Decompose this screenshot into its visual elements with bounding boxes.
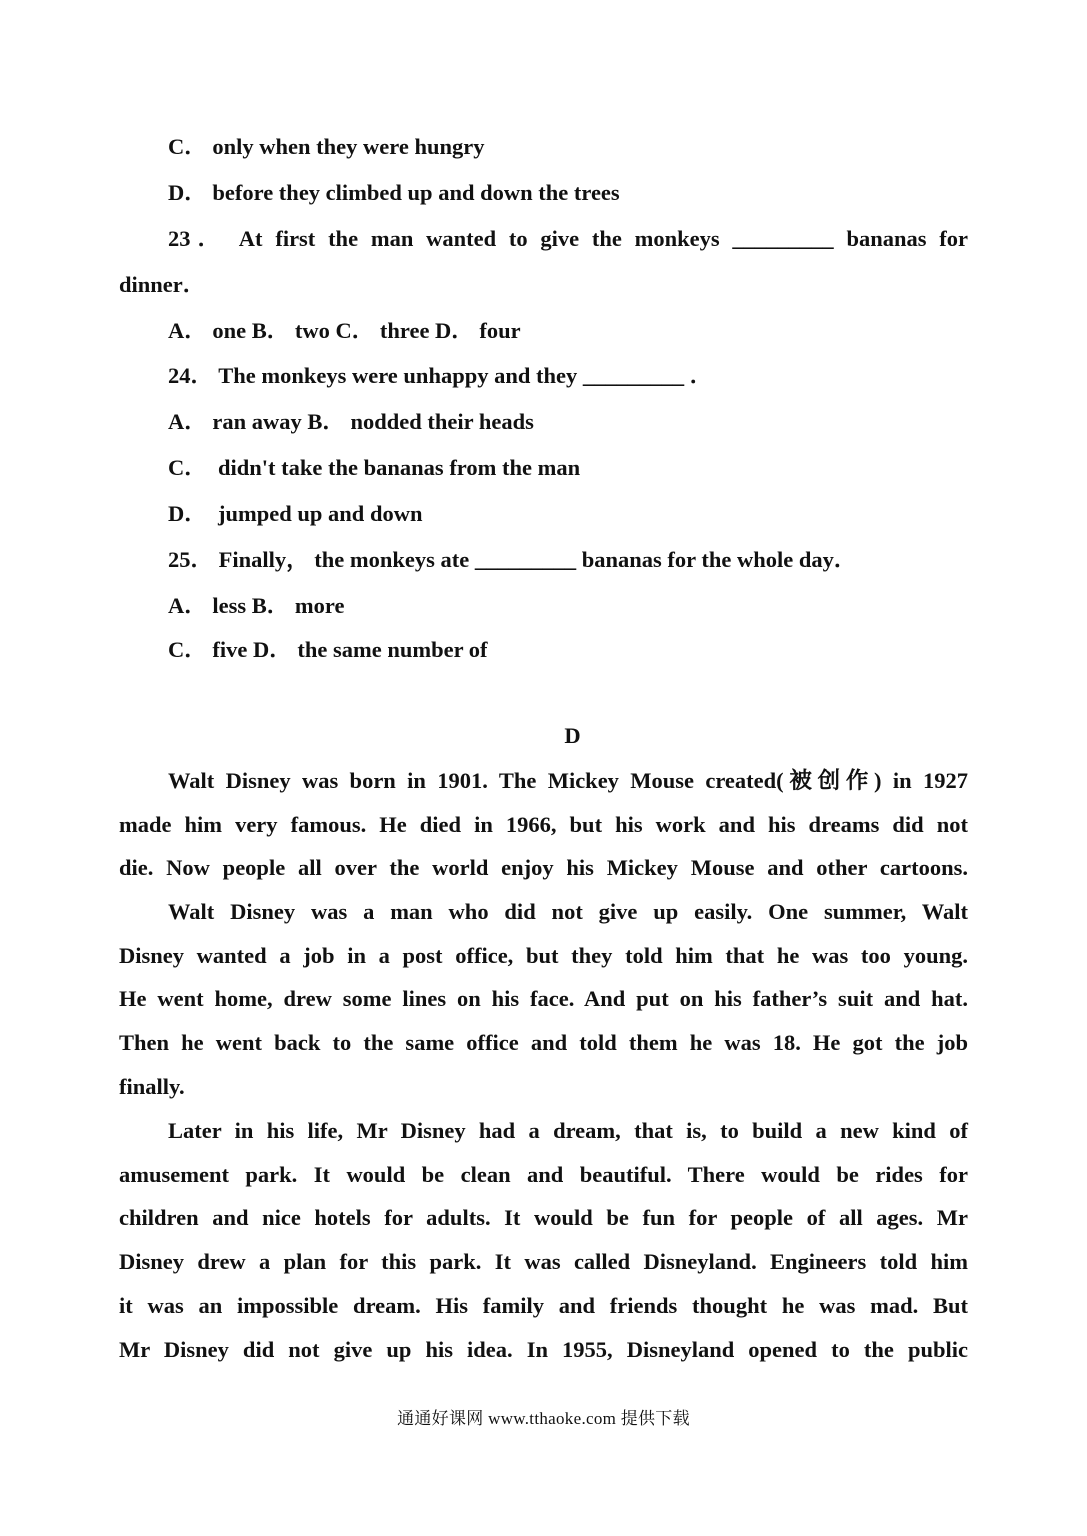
- passage-p2-line: Disney wanted a job in a post office, but they told him that he was too young.: [119, 943, 968, 968]
- passage-p2-line: finally.: [119, 1074, 185, 1099]
- question-24-options-ab: A． ran away B． nodded their heads: [168, 409, 534, 434]
- question-22-option-d: D． before they climbed up and down the trees: [168, 180, 620, 205]
- passage-p3-line: children and nice hotels for adults. It would be fun for people of all ages. Mr: [119, 1205, 968, 1230]
- question-24-option-c: C． didn't take the bananas from the man: [168, 455, 581, 480]
- passage-p1-line: made him very famous. He died in 1966, but his work and his dreams did not: [119, 812, 968, 837]
- passage-p1-line: Walt Disney was born in 1901. The Mickey Mouse created(被创作) in 1927: [168, 768, 968, 793]
- passage-p2-line: He went home, drew some lines on his face. And put on his father’s suit and hat.: [119, 986, 968, 1011]
- question-23-stem-continued: dinner．: [119, 272, 206, 297]
- question-23-stem: 23． At first the man wanted to give the monkeys _________ bananas for: [168, 226, 968, 251]
- question-25-stem: 25． Finally， the monkeys ate _________ bananas for the whole day．: [168, 547, 857, 572]
- question-25-options-cd: C． five D． the same number of: [168, 637, 488, 662]
- question-25-options-ab: A． less B． more: [168, 593, 345, 618]
- passage-p3-line: Later in his life, Mr Disney had a dream, that is, to build a new kind of: [168, 1118, 968, 1143]
- passage-p3-line: Disney drew a plan for this park. It was called Disneyland. Engineers told him: [119, 1249, 968, 1274]
- passage-heading: D: [564, 723, 581, 748]
- question-24-stem: 24． The monkeys were unhappy and they _________ ．: [168, 363, 713, 388]
- question-23-options: A． one B． two C． three D． four: [168, 318, 521, 343]
- passage-p2-line: Walt Disney was a man who did not give up easily. One summer, Walt: [168, 899, 968, 924]
- question-22-option-c: C． only when they were hungry: [168, 134, 485, 159]
- passage-p3-line: it was an impossible dream. His family and friends thought he was mad. But: [119, 1293, 968, 1318]
- passage-p3-line: amusement park. It would be clean and beautiful. There would be rides for: [119, 1162, 968, 1187]
- question-24-option-d: D． jumped up and down: [168, 501, 423, 526]
- passage-p1-line: die. Now people all over the world enjoy his Mickey Mouse and other cartoons.: [119, 855, 968, 880]
- page-footer: 通通好课网 www.tthaoke.com 提供下载: [397, 1409, 690, 1428]
- passage-p3-line: Mr Disney did not give up his idea. In 1955, Disneyland opened to the public: [119, 1337, 968, 1362]
- passage-p2-line: Then he went back to the same office and told them he was 18. He got the job: [119, 1030, 968, 1055]
